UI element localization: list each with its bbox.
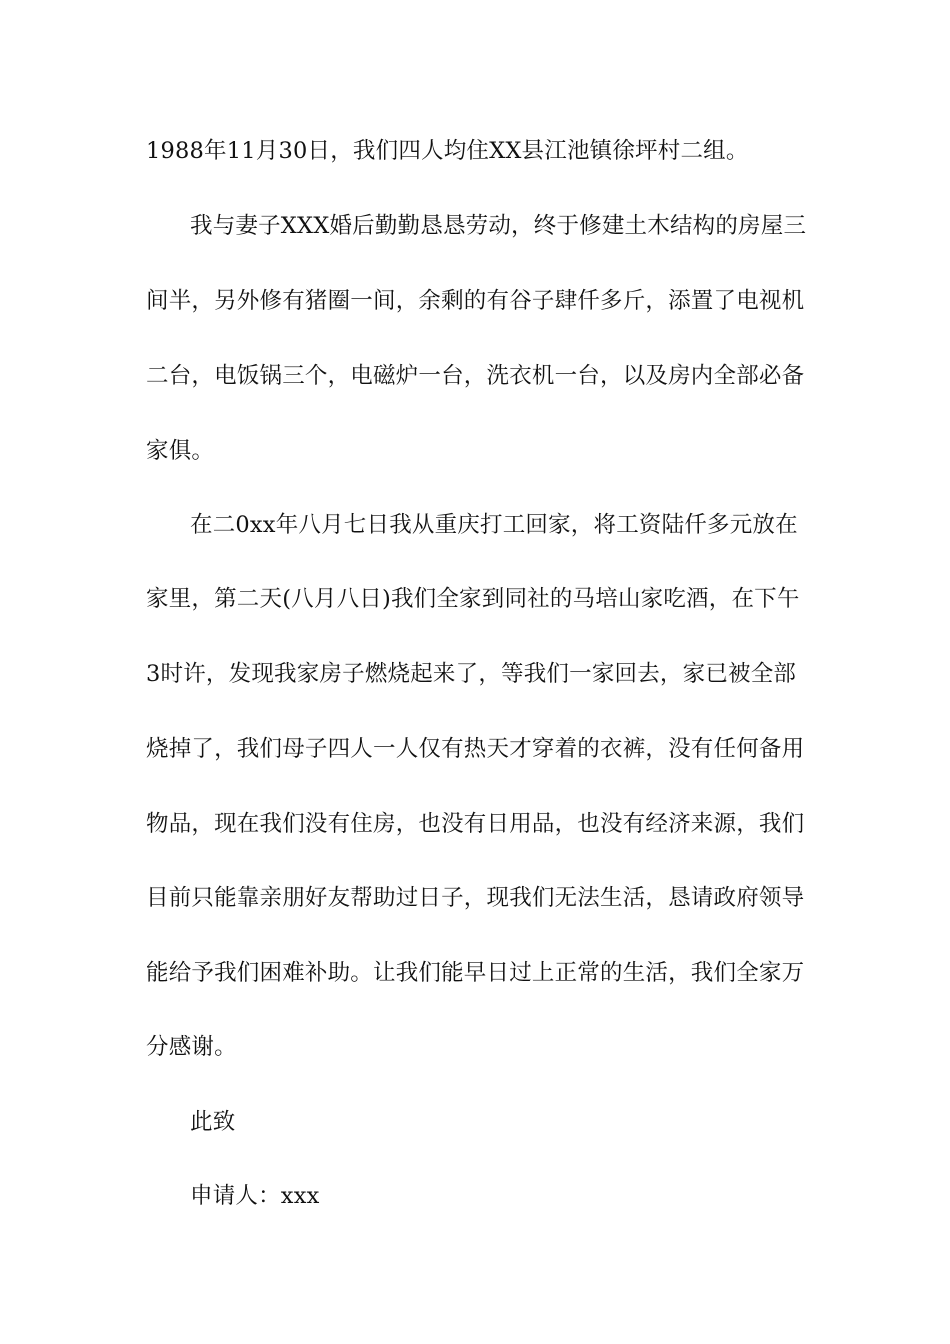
text-line: 烧掉了，我们母子四人一人仅有热天才穿着的衣裤，没有任何备用 xyxy=(146,736,805,762)
applicant-signature: 申请人：xxx xyxy=(190,1183,320,1209)
paragraph-first-line: 在二0xx年八月七日我从重庆打工回家，将工资陆仟多元放在 xyxy=(190,512,798,538)
text-line: 1988年11月30日，我们四人均住XX县江池镇徐坪村二组。 xyxy=(146,138,749,164)
text-line: 分感谢。 xyxy=(146,1034,237,1060)
text-line: 目前只能靠亲朋好友帮助过日子，现我们无法生活，恳请政府领导 xyxy=(146,885,805,911)
text-line: 二台，电饭锅三个，电磁炉一台，洗衣机一台，以及房内全部必备 xyxy=(146,363,805,389)
text-line: 家里，第二天(八月八日)我们全家到同社的马培山家吃酒，在下午 xyxy=(146,586,800,612)
text-line: 3时许，发现我家房子燃烧起来了，等我们一家回去，家已被全部 xyxy=(146,661,797,687)
text-line: 能给予我们困难补助。让我们能早日过上正常的生活，我们全家万 xyxy=(146,960,805,986)
text-line: 家俱。 xyxy=(146,438,215,464)
salutation: 此致 xyxy=(190,1109,236,1135)
text-line: 间半，另外修有猪圈一间，余剩的有谷子肆仟多斤，添置了电视机 xyxy=(146,288,805,314)
paragraph-first-line: 我与妻子XXX婚后勤勤恳恳劳动，终于修建土木结构的房屋三 xyxy=(190,213,807,239)
text-line: 物品，现在我们没有住房，也没有日用品，也没有经济来源，我们 xyxy=(146,811,805,837)
